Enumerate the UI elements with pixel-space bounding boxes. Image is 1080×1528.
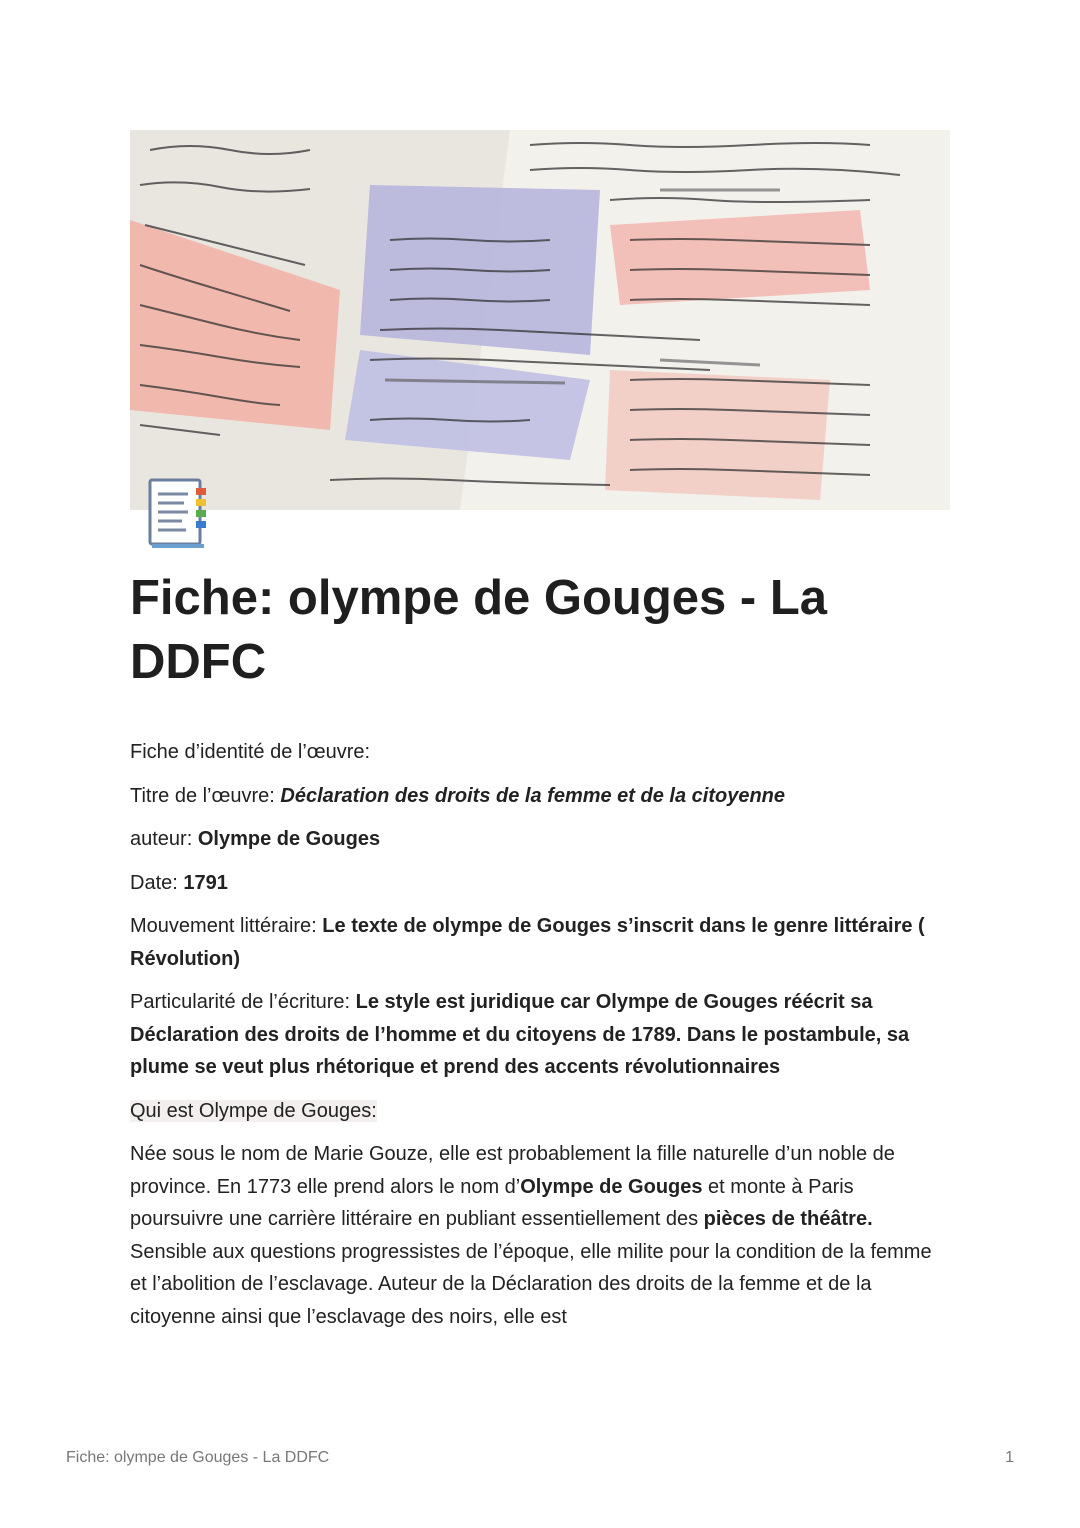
- document-body: [130, 736, 950, 1344]
- identity-heading: Fiche d’identité de l’œuvre:: [130, 741, 371, 763]
- identity-particularite: Particularité de l’écriture: Le style est juridique car Olympe de Gouges réécrit sa Déclaration des droits de l’homme et du citoyens de 1789. Dans le postambule, sa plume se veut plus rhétorique et prend des accents révolutionnaires: [130, 991, 910, 1078]
- cover-image: [130, 130, 950, 510]
- identity-auteur: auteur: Olympe de Gouges: [130, 828, 381, 850]
- auteur-value: Olympe de Gouges: [197, 828, 381, 850]
- bio-paragraph: Née sous le nom de Marie Gouze, elle est probablement la fille naturelle d’un noble de province. En 1773 elle prend alors le nom d’Olympe de Gouges et monte à Paris poursuivre une carrière littéraire en publiant essentiellement des pièces de théâtre. Sensible aux questions progressistes de l’époque, elle milite pour la condition de la femme et l’abolition de l’esclavage. Auteur de la Déclaration des droits de la femme et de la citoyenne ainsi que l’esclavage des noirs, elle est: [130, 1143, 932, 1328]
- page-title: Fiche: olympe de Gouges - La DDFC: [130, 571, 828, 689]
- identity-mouvement: Mouvement littéraire: Le texte de olympe de Gouges s’inscrit dans le genre littéraire ( Révolution): [130, 915, 925, 970]
- identity-titre: Titre de l’œuvre: Déclaration des droits de la femme et de la citoyenne: [130, 784, 786, 807]
- bio-heading: Qui est Olympe de Gouges:: [130, 1099, 377, 1122]
- document-icon: [140, 474, 212, 550]
- identity-date: Date: 1791: [130, 871, 228, 894]
- footer-title: Fiche: olympe de Gouges - La DDFC: [66, 1449, 330, 1466]
- titre-value: Déclaration des droits de la femme et de la citoyenne: [280, 784, 786, 807]
- page-number: 1: [1005, 1449, 1014, 1466]
- date-value: 1791: [183, 871, 228, 894]
- mouvement-value: Le texte de olympe de Gouges s’inscrit dans le genre littéraire ( Révolution): [130, 915, 925, 970]
- particularite-value: Le style est juridique car Olympe de Gouges réécrit sa Déclaration des droits de l’homme et du citoyens de 1789. Dans le postambule, sa plume se veut plus rhétorique et prend des accents révolutionnaires: [130, 991, 910, 1078]
